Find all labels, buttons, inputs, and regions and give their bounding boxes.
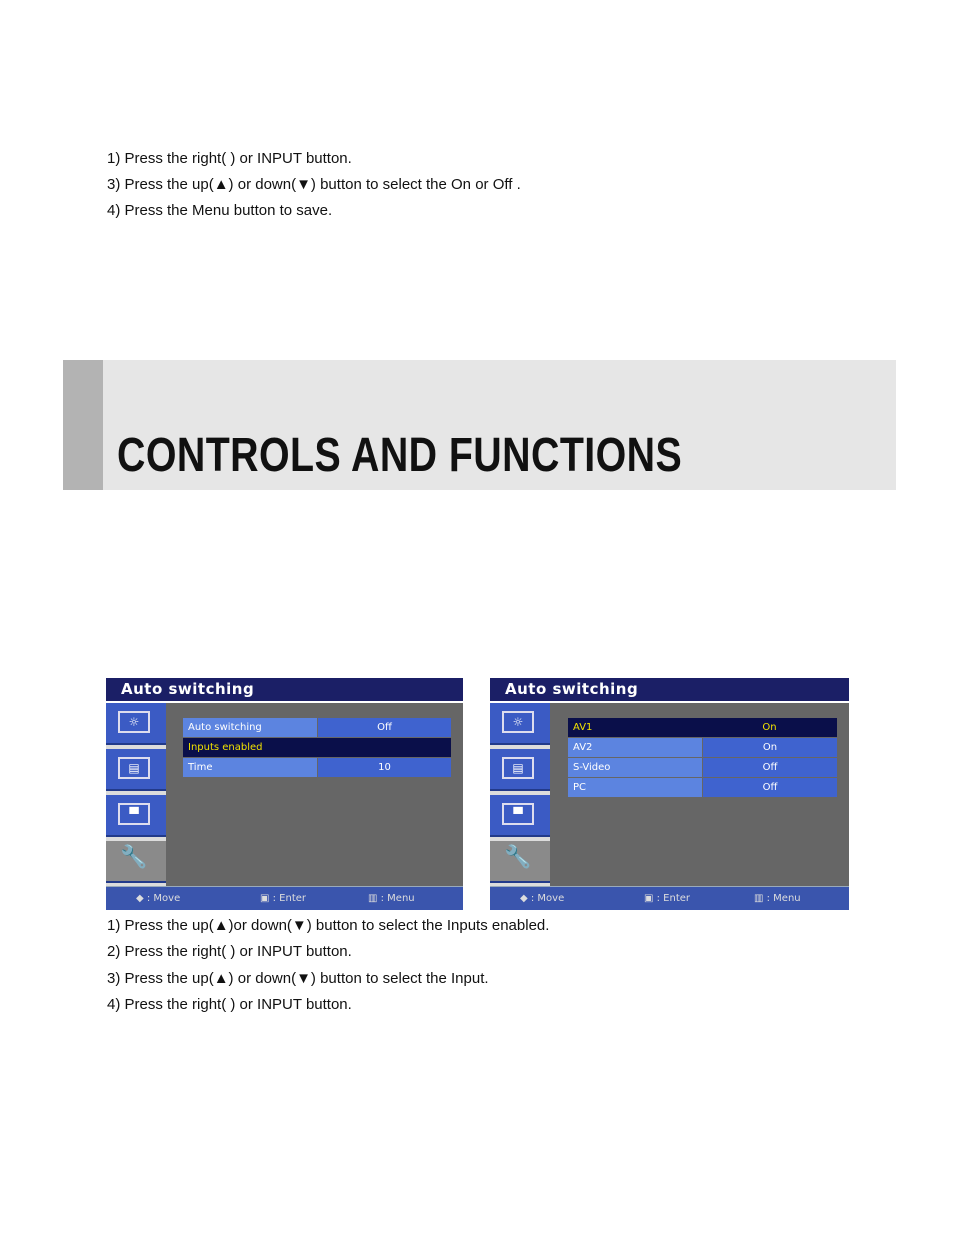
menu-row[interactable] — [183, 718, 451, 737]
menu-row[interactable] — [568, 778, 837, 797]
osd-sidebar — [490, 703, 550, 887]
row-label: PC — [568, 778, 702, 797]
row-label: Inputs enabled — [183, 738, 451, 757]
instruction-step: 2) Press the right( ) or INPUT button. — [107, 943, 352, 960]
row-value: Off — [318, 718, 451, 737]
channel-tab[interactable] — [106, 749, 166, 791]
menu-hint: ▥ : Menu — [368, 893, 415, 904]
row-value: Off — [703, 758, 837, 777]
osd-menu-inputs-enabled — [490, 678, 849, 910]
tools-icon: 🔧 — [504, 845, 532, 870]
osd-footer — [490, 886, 849, 910]
screen-icon: ▀ — [502, 803, 534, 825]
row-label: AV2 — [568, 738, 702, 757]
instruction-step: 4) Press the right( ) or INPUT button. — [107, 996, 352, 1013]
section-title: CONTROLS AND FUNCTIONS — [117, 429, 683, 482]
menu-row[interactable] — [568, 738, 837, 757]
instruction-step: 1) Press the right( ) or INPUT button. — [107, 150, 352, 167]
header-accent — [63, 360, 103, 490]
section-header — [63, 360, 896, 490]
osd-title: Auto switching — [490, 678, 849, 703]
film-icon: ▤ — [502, 757, 534, 779]
enter-hint: ▣ : Enter — [644, 893, 691, 904]
osd-title: Auto switching — [106, 678, 463, 703]
row-value: Off — [703, 778, 837, 797]
osd-footer — [106, 886, 463, 910]
menu-row[interactable] — [183, 758, 451, 777]
screen-icon: ▀ — [118, 803, 150, 825]
move-hint: ◆ : Move — [136, 893, 181, 904]
row-value: On — [703, 738, 837, 757]
row-label: S-Video — [568, 758, 702, 777]
screen-tab[interactable] — [490, 795, 550, 837]
row-label: Time — [183, 758, 317, 777]
instruction-step: 4) Press the Menu button to save. — [107, 202, 333, 219]
menu-row-selected[interactable] — [183, 738, 451, 757]
osd-sidebar — [106, 703, 166, 887]
film-icon: ▤ — [118, 757, 150, 779]
picture-tab[interactable] — [106, 703, 166, 745]
instruction-step: 3) Press the up(▲) or down(▼) button to select the Input. — [107, 970, 489, 987]
row-value: On — [702, 718, 837, 737]
move-hint: ◆ : Move — [520, 893, 565, 904]
tools-icon: 🔧 — [120, 845, 148, 870]
enter-hint: ▣ : Enter — [260, 893, 307, 904]
screen-tab[interactable] — [106, 795, 166, 837]
picture-icon: ☼ — [502, 711, 534, 733]
picture-tab[interactable] — [490, 703, 550, 745]
picture-icon: ☼ — [118, 711, 150, 733]
menu-row[interactable] — [568, 758, 837, 777]
row-label: AV1 — [568, 718, 702, 737]
osd-menu-auto-switching — [106, 678, 463, 910]
menu-row-selected[interactable] — [568, 718, 837, 737]
instruction-step: 3) Press the up(▲) or down(▼) button to select the On or Off . — [107, 176, 521, 193]
channel-tab[interactable] — [490, 749, 550, 791]
row-label: Auto switching — [183, 718, 317, 737]
setup-tab[interactable] — [490, 841, 550, 883]
setup-tab[interactable] — [106, 841, 166, 883]
row-value: 10 — [318, 758, 451, 777]
menu-hint: ▥ : Menu — [754, 893, 801, 904]
instruction-step: 1) Press the up(▲)or down(▼) button to select the Inputs enabled. — [107, 917, 550, 934]
